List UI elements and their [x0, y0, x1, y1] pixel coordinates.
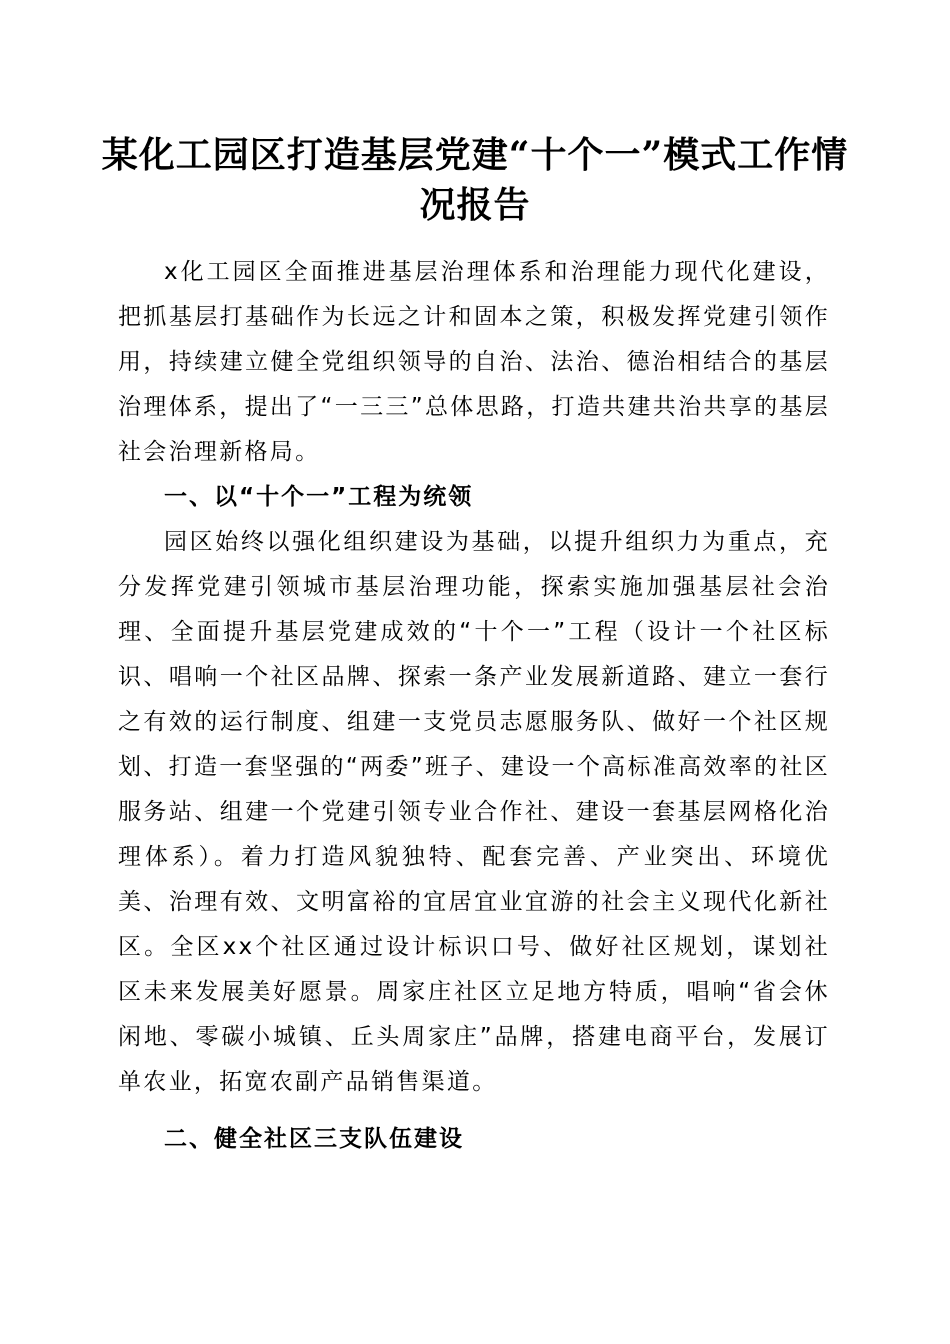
document-title: 某化工园区打造基层党建“十个一”模式工作情况报告	[101, 134, 849, 226]
section-heading-2: 二、健全社区三支队伍建设	[164, 1126, 464, 1152]
section-paragraph-1: 园区始终以强化组织建设为基础，以提升组织力为重点，充分发挥党建引领城市基层治理功能，探索实施加强基层社会治理、全面提升基层党建成效的“十个一”工程（设计一个社区标识、唱响一个社区品牌、探索一条产业发展新道路、建立一套行之有效的运行制度、组建一支党员志愿服务队、做好一个社区规划、打造一套坚强的“两委”班子、建设一个高标准高效率的社区服务站、组建一个党建引领专业合作社、建设一套基层网格化治理体系）。着力打造风貌独特、配套完善、产业突出、环境优美、治理有效、文明富裕的宜居宜业宜游的社会主义现代化新社区。全区xx个社区通过设计标识口号、做好社区规划，谋划社区未来发展美好愿景。周家庄社区立足地方特质，唱响“省会休闲地、零碳小城镇、丘头周家庄”品牌，搭建电商平台，发展订单农业，拓宽农副产品销售渠道。	[118, 529, 830, 1095]
document-body	[118, 250, 830, 1162]
intro-paragraph: x化工园区全面推进基层治理体系和治理能力现代化建设，把抓基层打基础作为长远之计和固本之策，积极发挥党建引领作用，持续建立健全党组织领导的自治、法治、德治相结合的基层治理体系，提出了“一三三”总体思路，打造共建共治共享的基层社会治理新格局。	[118, 259, 830, 465]
section-heading-1: 一、以“十个一”工程为统领	[164, 484, 474, 510]
